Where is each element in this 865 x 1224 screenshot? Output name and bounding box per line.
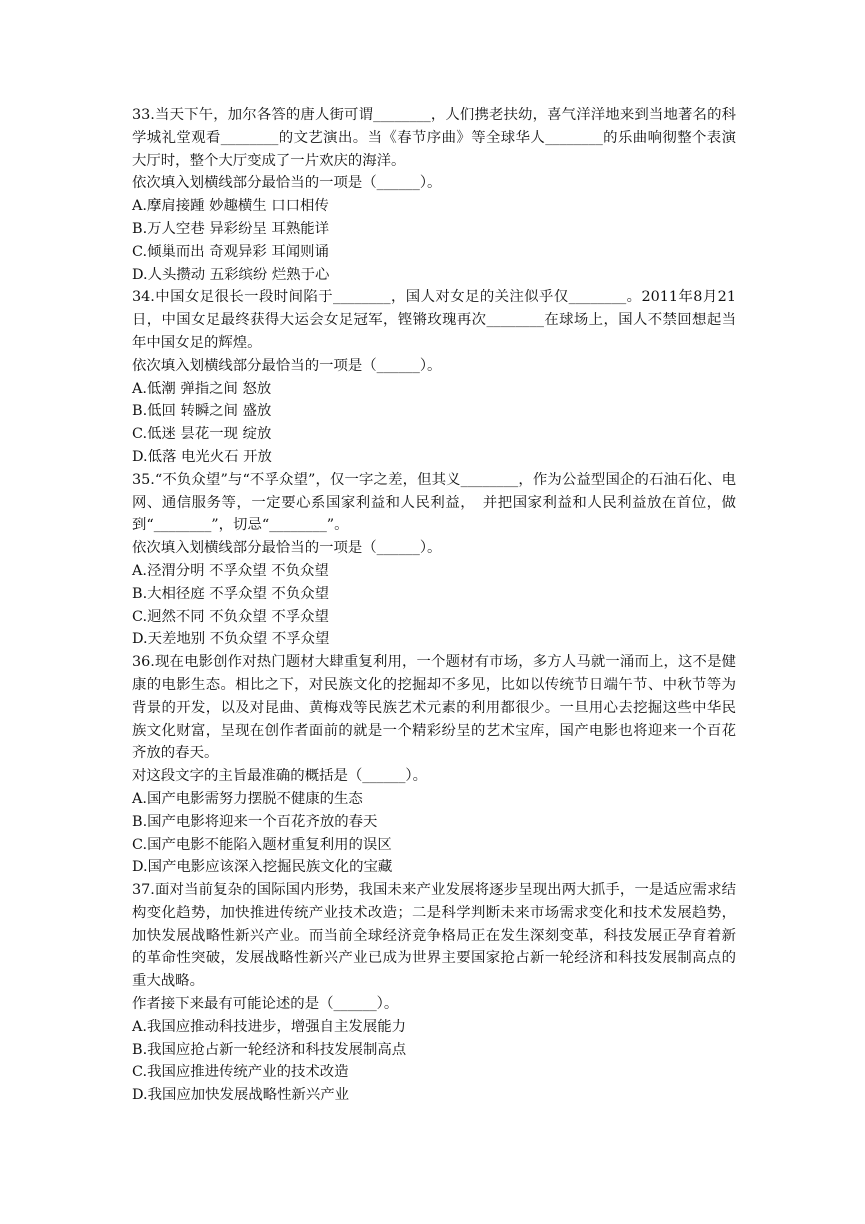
option-a: A.国产电影需努力摆脱不健康的生态 bbox=[132, 790, 363, 807]
option-list bbox=[132, 1016, 736, 1107]
question-stem: 36.现在电影创作对热门题材大肆重复利用，一个题材有市场，多方人马就一涌而上，这不是健康的电影生态。相比之下，对民族文化的挖掘却不多见，比如以传统节日端午节、中秋节等为背景的开发，以及对昆曲、黄梅戏等民族艺术元素的利用都很少。一旦用心去挖掘这些中华民族文化财富，呈现在创作者面前的就是一个精彩纷呈的艺术宝库，国产电影也将迎来一个百花齐放的春天。 bbox=[132, 654, 736, 762]
option-a: A.我国应推动科技进步，增强自主发展能力 bbox=[132, 1018, 406, 1035]
option-a: A.低潮 弹指之间 怒放 bbox=[132, 380, 272, 397]
option-a: A.摩肩接踵 妙趣横生 口口相传 bbox=[132, 198, 329, 215]
option-c: C.倾巢而出 奇观异彩 耳闻则诵 bbox=[132, 243, 329, 260]
option-d: D.天差地别 不负众望 不孚众望 bbox=[132, 631, 330, 648]
option-d: D.我国应加快发展战略性新兴产业 bbox=[132, 1087, 350, 1104]
question-35 bbox=[132, 469, 736, 651]
question-prompt: 依次填入划横线部分最恰当的一项是（______）。 bbox=[132, 357, 442, 374]
option-b: B.万人空巷 异彩纷呈 耳熟能详 bbox=[132, 220, 329, 237]
option-c: C.我国应推进传统产业的技术改造 bbox=[132, 1064, 349, 1081]
question-36 bbox=[132, 651, 736, 879]
question-37 bbox=[132, 879, 736, 1107]
option-d: D.低落 电光火石 开放 bbox=[132, 448, 272, 465]
question-33 bbox=[132, 104, 736, 286]
option-list bbox=[132, 788, 736, 879]
question-stem: 35.“不负众望”与“不孚众望”，仅一字之差，但其义________，作为公益型国企的石油石化、电网、通信服务等，一定要心系国家利益和人民利益， 并把国家利益和人民利益放在首位，做到“________”，切忌“________”。 bbox=[132, 471, 736, 534]
option-d: D.人头攒动 五彩缤纷 烂熟于心 bbox=[132, 266, 330, 283]
question-prompt: 作者接下来最有可能论述的是（______）。 bbox=[132, 996, 399, 1013]
question-prompt: 依次填入划横线部分最恰当的一项是（______）。 bbox=[132, 540, 442, 557]
option-b: B.我国应抢占新一轮经济和科技发展制高点 bbox=[132, 1041, 407, 1058]
option-b: B.国产电影将迎来一个百花齐放的春天 bbox=[132, 813, 378, 830]
question-stem: 33.当天下午，加尔各答的唐人街可谓________，人们携老扶幼，喜气洋洋地来到当地著名的科学城礼堂观看________的文艺演出。当《春节序曲》等全球华人________的乐曲响彻整个表演大厅时，整个大厅变成了一片欢庆的海洋。 bbox=[132, 107, 736, 169]
question-34 bbox=[132, 286, 736, 468]
option-b: B.大相径庭 不孚众望 不负众望 bbox=[132, 585, 329, 602]
question-prompt: 对这段文字的主旨最准确的概括是（______）。 bbox=[132, 768, 428, 785]
document-page bbox=[132, 104, 736, 1107]
option-c: C.迥然不同 不负众望 不孚众望 bbox=[132, 608, 329, 625]
option-list bbox=[132, 195, 736, 286]
option-list bbox=[132, 560, 736, 651]
option-d: D.国产电影应该深入挖掘民族文化的宝藏 bbox=[132, 859, 393, 876]
option-a: A.泾渭分明 不孚众望 不负众望 bbox=[132, 562, 329, 579]
question-stem: 34.中国女足很长一段时间陷于________，国人对女足的关注似乎仅________。2011年8月21日，中国女足最终获得大运会女足冠军，铿锵玫瑰再次________在球场上，国人不禁回想起当年中国女足的辉煌。 bbox=[132, 289, 736, 351]
option-b: B.低回 转瞬之间 盛放 bbox=[132, 403, 272, 420]
option-c: C.低迷 昙花一现 绽放 bbox=[132, 426, 272, 443]
option-c: C.国产电影不能陷入题材重复利用的误区 bbox=[132, 836, 392, 853]
question-prompt: 依次填入划横线部分最恰当的一项是（______）。 bbox=[132, 175, 442, 192]
option-list bbox=[132, 378, 736, 469]
question-stem: 37.面对当前复杂的国际国内形势，我国未来产业发展将逐步呈现出两大抓手，一是适应需求结构变化趋势，加快推进传统产业技术改造；二是科学判断未来市场需求变化和技术发展趋势，加快发展战略性新兴产业。而当前全球经济竞争格局正在发生深刻变革，科技发展正孕育着新的革命性突破，发展战略性新兴产业已成为世界主要国家抢占新一轮经济和科技发展制高点的重大战略。 bbox=[132, 882, 736, 990]
